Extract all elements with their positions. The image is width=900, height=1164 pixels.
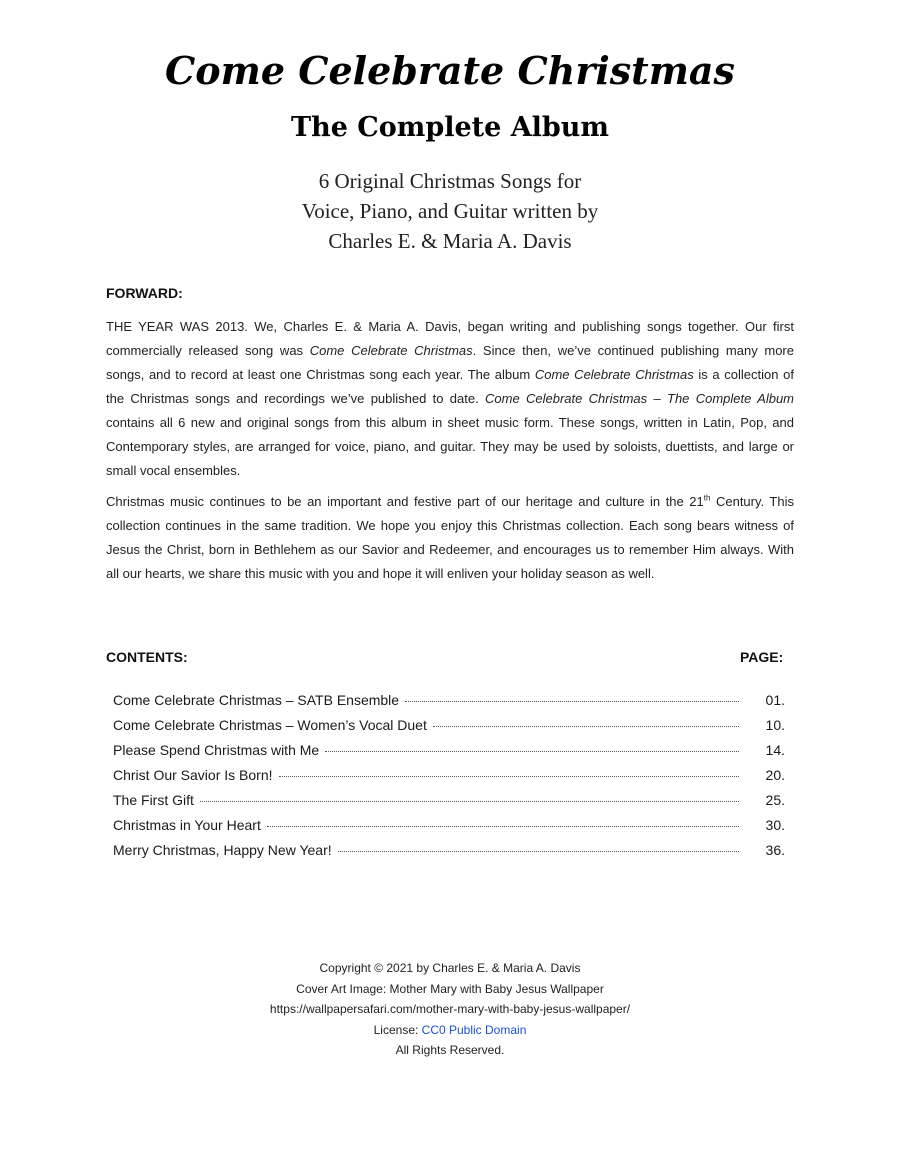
cover-art-line: Cover Art Image: Mother Mary with Baby Jesus Wallpaper [296,981,604,996]
toc-entry-page: 30. [765,817,785,833]
dot-leader [325,751,739,752]
toc-entry-title: Come Celebrate Christmas – Women’s Vocal Duet [113,717,427,733]
byline-line: Charles E. & Maria A. Davis [328,229,572,253]
italic-title: Come Celebrate Christmas [534,367,694,382]
toc-entry-title: Christ Our Savior Is Born! [113,767,273,783]
page-column-heading: PAGE: [740,649,784,665]
rights-line: All Rights Reserved. [395,1043,505,1057]
toc-entry [113,792,785,817]
toc-entry-page: 01. [765,692,785,708]
table-of-contents [113,692,785,867]
toc-entry [113,767,785,792]
forward-paragraph-2 [106,490,794,586]
toc-entry-title: Come Celebrate Christmas – SATB Ensemble [113,692,400,708]
album-subtitle: The Complete Album [290,112,609,143]
album-title: Come Celebrate Christmas [165,48,735,93]
text-run: . Since then, we’ve continued publishing many more songs, and to record at least one Christmas song each year. The album [106,343,794,382]
copyright-footer [0,958,900,1061]
text-run: Christmas music continues to be an important and festive part of our heritage and culture in the 21 [106,494,704,509]
byline-line: 6 Original Christmas Songs for [318,169,582,193]
toc-entry [113,842,785,867]
dot-leader [267,826,739,827]
text-run: Century. This collection continues in the same tradition. We hope you enjoy this Christmas collection. Each song bears witness of Jesus the Christ, born in Bethlehem as our Savior and Redeemer, and encourages us to remember Him always. With all our hearts, we share this music with you and hope it will enliven your holiday season as well. [106,494,794,581]
toc-entry-page: 20. [765,767,785,783]
toc-entry [113,742,785,767]
toc-entry-title: The First Gift [113,792,194,808]
text-run: contains all 6 new and original songs from this album in sheet music form. These songs, written in Latin, Pop, and Contemporary styles, are arranged for voice, piano, and guitar. They may be used by soloists, duettists, and large or small vocal ensembles. [106,415,794,478]
forward-heading: FORWARD: [106,285,183,301]
dot-leader [433,726,739,727]
text-run: is a collection of the Christmas songs and recordings we’ve published to date. [106,367,794,406]
dot-leader [279,776,740,777]
byline [0,166,900,256]
dot-leader [200,801,739,802]
toc-entry-title: Please Spend Christmas with Me [113,742,320,758]
contents-heading: CONTENTS: [106,649,188,665]
toc-entry-title: Merry Christmas, Happy New Year! [113,842,332,858]
superscript: th [703,493,711,503]
toc-entry-page: 14. [765,742,785,758]
italic-title: Come Celebrate Christmas – The Complete Album [485,391,795,406]
italic-title: Come Celebrate Christmas [309,343,473,358]
text-run: THE YEAR WAS 2013. We, Charles E. & Maria A. Davis, began writing and publishing songs together. Our first commercially released song was [106,319,794,358]
toc-entry-page: 25. [765,792,785,808]
license-line [0,1020,900,1041]
license-link[interactable]: CC0 Public Domain [421,1022,527,1037]
cover-art-url: https://wallpapersafari.com/mother-mary-with-baby-jesus-wallpaper/ [269,1002,631,1016]
toc-entry-title: Christmas in Your Heart [113,817,261,833]
toc-entry [113,692,785,717]
license-label: License: [373,1022,422,1037]
copyright-line: Copyright © 2021 by Charles E. & Maria A. Davis [319,961,581,975]
toc-entry-page: 10. [765,717,785,733]
dot-leader [338,851,739,852]
byline-line: Voice, Piano, and Guitar written by [301,199,599,223]
toc-entry-page: 36. [765,842,785,858]
forward-paragraph-1 [106,315,794,483]
toc-entry [113,817,785,842]
dot-leader [405,701,739,702]
toc-entry [113,717,785,742]
